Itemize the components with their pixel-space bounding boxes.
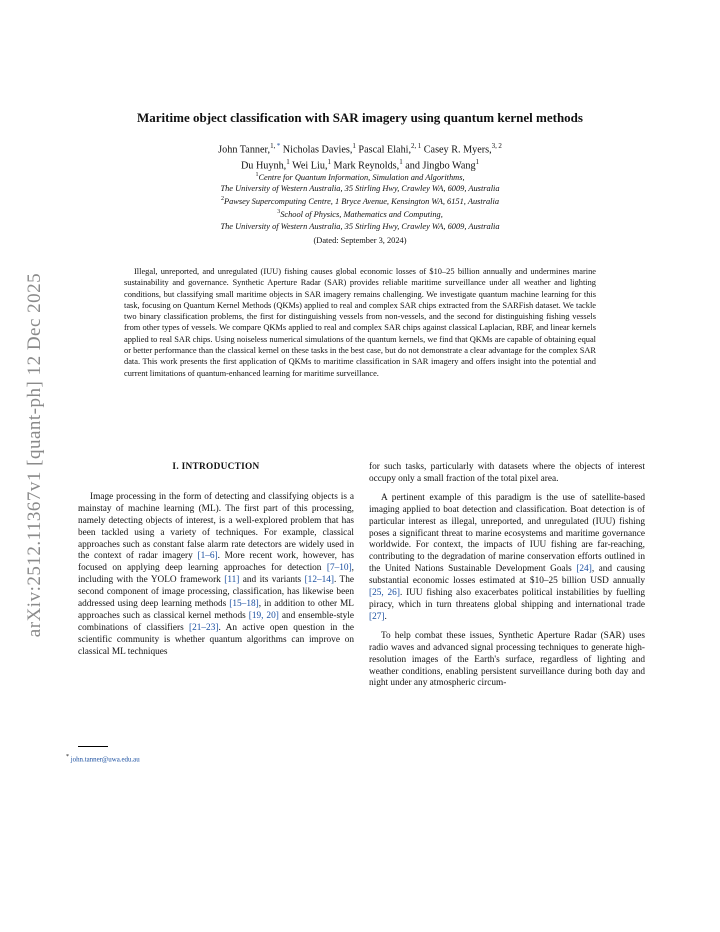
citation-link[interactable]: [21–23]	[189, 622, 219, 633]
paper-title: Maritime object classification with SAR imagery using quantum kernel methods	[137, 110, 583, 125]
paragraph-text: , in addition to other ML approaches such as classical kernel methods	[78, 599, 354, 621]
citation-link[interactable]: [15–18]	[229, 599, 259, 610]
affiliation-text: Pawsey Supercomputing Centre, 1 Bryce Avenue, Kensington WA, 6151, Australia	[223, 197, 500, 207]
paragraph-text: . An active open question in the scientific community is whether quantum algorithms can improve on classical ML techniques	[78, 622, 354, 657]
left-column-body	[78, 492, 354, 659]
paragraph-text: and ensemble-style combinations of classifiers	[78, 610, 354, 633]
affiliation-line	[60, 183, 660, 194]
affiliation-line	[60, 170, 660, 183]
paragraph-text: . More recent work, however, has focused on applying deep learning approaches for detection	[78, 551, 355, 574]
paragraph-text: and its variants	[239, 575, 305, 586]
author-list	[60, 140, 660, 173]
right-column-body	[369, 462, 645, 690]
affiliation-line	[60, 207, 660, 220]
arxiv-identifier-text: arXiv:2512.11367v1 [quant-ph] 12 Dec 2025	[24, 272, 45, 638]
affiliation-number: 2	[220, 196, 224, 203]
paragraph-text: .	[384, 611, 387, 622]
date-line: (Dated: September 3, 2024)	[313, 236, 407, 245]
right-column	[369, 462, 645, 697]
citation-link[interactable]: [25, 26]	[369, 588, 400, 599]
affiliation-line	[60, 221, 660, 232]
paragraph-text: To help combat these issues, Synthetic Aperture Radar (SAR) uses radio waves and advanced signal processing techniques to generate high-resolution images of the Earth's surface, regardless of lighting and weather conditions, enabling persistent surveillance during both day and night under any atmospheric circum-	[369, 630, 645, 689]
body-paragraph	[369, 462, 645, 486]
body-paragraph	[369, 493, 645, 624]
affiliation-text: The University of Western Australia, 35 Stirling Hwy, Crawley WA, 6009, Australia	[220, 184, 500, 194]
section-heading-introduction: I. INTRODUCTION	[172, 462, 260, 472]
left-column	[78, 462, 354, 666]
citation-link[interactable]: [12–14]	[304, 575, 335, 586]
paragraph-text: . IUU fishing also exacerbates political instabilities by fuelling piracy, which in turn threatens global shipping and international trade	[369, 588, 646, 610]
citation-link[interactable]: [19, 20]	[248, 610, 279, 621]
footnote	[66, 754, 140, 763]
affiliation-text: The University of Western Australia, 35 Stirling Hwy, Crawley WA, 6009, Australia	[220, 221, 500, 231]
abstract: Illegal, unreported, and unregulated (IUU) fishing causes global economic losses of $10–25 billion annually and undermines marine sustainability and governance. Synthetic Aperture Radar (SAR) provides reliable maritime surveillance under all weather and lighting conditions, but classifying small maritime objects in SAR imagery remains challenging. We investigate quantum machine learning for this task, focusing on Quantum Kernel Methods (QKMs) applied to real and complex SAR chips extracted from the SARFish dataset. We tackle two binary classification problems, the first for distinguishing vessels from non-vessels, and the second for distinguishing fishing vessels from other types of vessels. We compare QKMs applied to real and complex SAR chips against classical Laplacian, RBF, and linear kernels applied to real SAR chips. Using noiseless numerical simulations of the quantum kernels, we find that QKMs are capable of obtaining equal or better performance than the classical kernel on these tasks in the best case, but do not demonstrate a clear advantage for the complex SAR data. This work presents the first application of QKMs to maritime classification in SAR imagery and offers insight into the potential and current limitations of quantum-enhanced learning for maritime surveillance.	[124, 267, 596, 378]
paragraph-text: Image processing in the form of detecting and classifying objects is a mainstay of machine learning (ML). The first part of this processing, namely detecting objects of interest, is a well-explored problem that has been tackled using a variety of techniques. For example, classical approaches such as constant false alarm rate detectors are widely used in the context of radar imagery	[78, 491, 354, 562]
affiliation-number: 1	[255, 172, 259, 178]
footnote-marker: *	[66, 754, 69, 760]
body-paragraph	[369, 631, 645, 691]
citation-link[interactable]: [11]	[224, 575, 240, 586]
citation-link[interactable]: [27]	[369, 611, 385, 622]
affiliation-text: School of Physics, Mathematics and Computing,	[280, 210, 443, 220]
paragraph-text: , including with the YOLO framework	[78, 563, 354, 586]
citation-link[interactable]: [7–10]	[326, 563, 352, 574]
paragraph-text: , and causing substantial economic losses estimated at $10–25 billion USD annually	[369, 564, 645, 587]
footnote-divider	[78, 746, 108, 747]
affiliation-number: 3	[277, 209, 281, 216]
author-line-1: John Tanner,$^{1,}$ * Nicholas Davies,$^1$ Pascal Elahi,$^{2, 1}$ Casey R. Myers,$^{3, 2}$	[218, 142, 502, 156]
author-line-2: Du Huynh,$^1$ Wei Liu,$^1$ Mark Reynolds,$^1$ and Jingbo Wang$^1$	[240, 158, 480, 172]
citation-link[interactable]: [24]	[576, 564, 592, 575]
paragraph-text: for such tasks, particularly with datasets where the objects of interest occupy only a small fraction of the total pixel area.	[369, 462, 645, 484]
paragraph-text: A pertinent example of this paradigm is the use of satellite-based imaging applied to boat detection and classification. Boat detection is of particular interest as illegal, unreported, and unregulated (IUU) fishing poses a significant threat to marine ecosystems and maritime governance worldwide. For context, the impacts of IUU fishing are far-reaching, contributing to the degradation of marine conservation efforts outlined in the United Nations Sustainable Development Goals	[369, 492, 645, 575]
arxiv-identifier	[22, 240, 48, 670]
paragraph-text: . The second component of image processing, classification, has likewise been addressed using deep learning methods	[78, 575, 355, 610]
citation-link[interactable]: [1–6]	[197, 551, 218, 562]
affiliations	[60, 170, 660, 232]
affiliation-line	[60, 194, 660, 207]
affiliation-text: Centre for Quantum Information, Simulation and Algorithms,	[258, 172, 465, 182]
author-email-link[interactable]: john.tanner@uwa.edu.au	[70, 756, 140, 764]
body-paragraph	[78, 492, 354, 659]
